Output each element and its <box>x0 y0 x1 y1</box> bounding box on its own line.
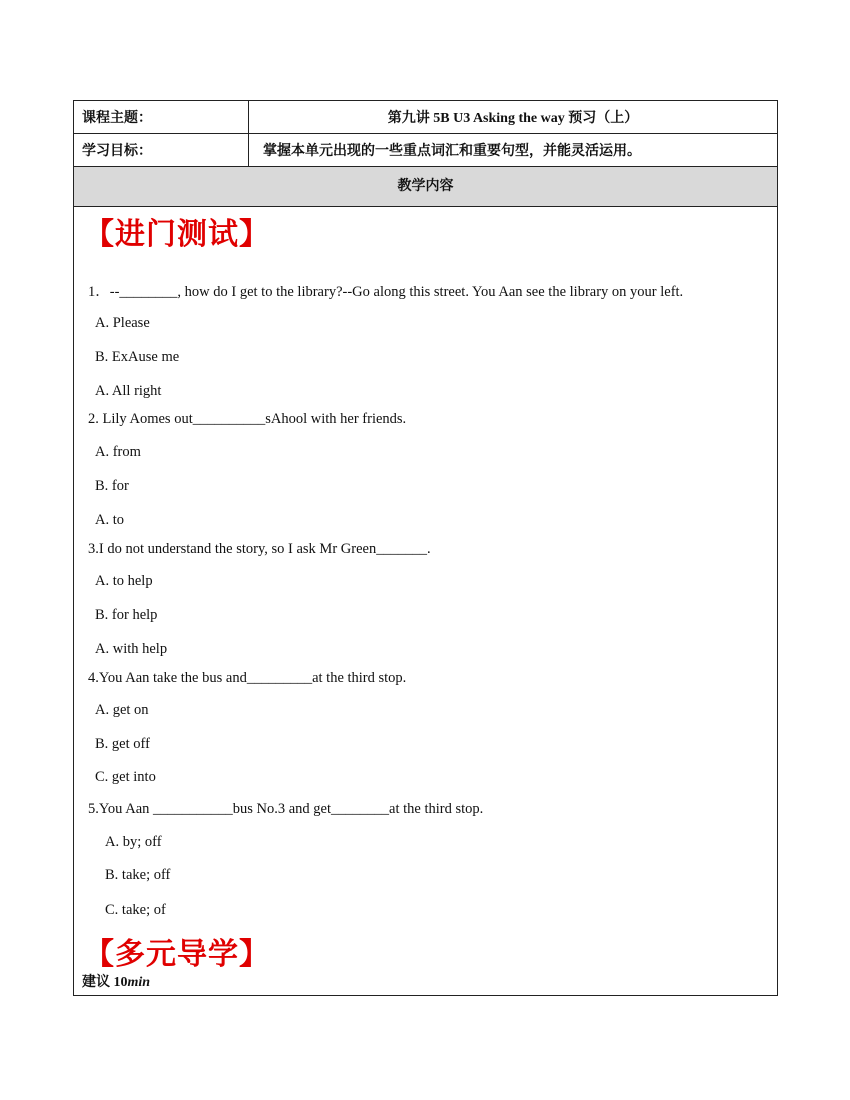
question-3-option-a: A. to help <box>95 573 153 589</box>
goal-label: 学习目标： <box>74 134 249 167</box>
question-5-option-c: C. take; of <box>105 902 166 918</box>
topic-label: 课程主题： <box>74 101 249 134</box>
lesson-table <box>73 100 778 996</box>
topic-value: 第九讲 5B U3 Asking the way 预习（上） <box>249 101 778 134</box>
question-2-option-a: A. from <box>95 444 141 460</box>
time-suggestion-prefix: 建议 10 <box>82 975 128 990</box>
guided-study-heading: 【多元导学】 <box>84 937 270 972</box>
question-3-option-b: B. for help <box>95 607 158 623</box>
question-5-stem: 5.You Aan ___________bus No.3 and get________at the third stop. <box>88 801 484 817</box>
question-4-option-a: A. get on <box>95 702 149 718</box>
content-body <box>74 207 778 996</box>
question-3-stem: 3.I do not understand the story, so I ask Mr Green_______. <box>88 541 431 557</box>
question-1-option-b: B. ExAuse me <box>95 349 180 365</box>
entry-test-heading: 【进门测试】 <box>84 217 270 252</box>
question-4-option-c: C. get into <box>95 769 156 785</box>
question-1-stem: 1．--________, how do I get to the library?--Go along this street. You Aan see the library on your left. <box>88 284 684 300</box>
time-suggestion-unit: min <box>127 975 151 990</box>
question-4-stem: 4.You Aan take the bus and_________at the third stop. <box>88 670 407 686</box>
question-5-option-b: B. take; off <box>105 867 171 883</box>
question-2-stem: 2. Lily Aomes out__________sAhool with her friends. <box>88 411 407 427</box>
question-2-option-c: A. to <box>95 512 124 528</box>
goal-value: 掌握本单元出现的一些重点词汇和重要句型，并能灵活运用。 <box>249 134 778 167</box>
content-header: 教学内容 <box>74 167 778 207</box>
question-2-option-b: B. for <box>95 478 129 494</box>
question-1-option-c: A. All right <box>95 383 162 399</box>
question-1-option-a: A. Please <box>95 315 150 331</box>
question-4-option-b: B. get off <box>95 736 150 752</box>
question-5-option-a: A. by; off <box>105 834 162 850</box>
time-suggestion <box>82 971 150 991</box>
question-3-option-c: A. with help <box>95 641 168 657</box>
